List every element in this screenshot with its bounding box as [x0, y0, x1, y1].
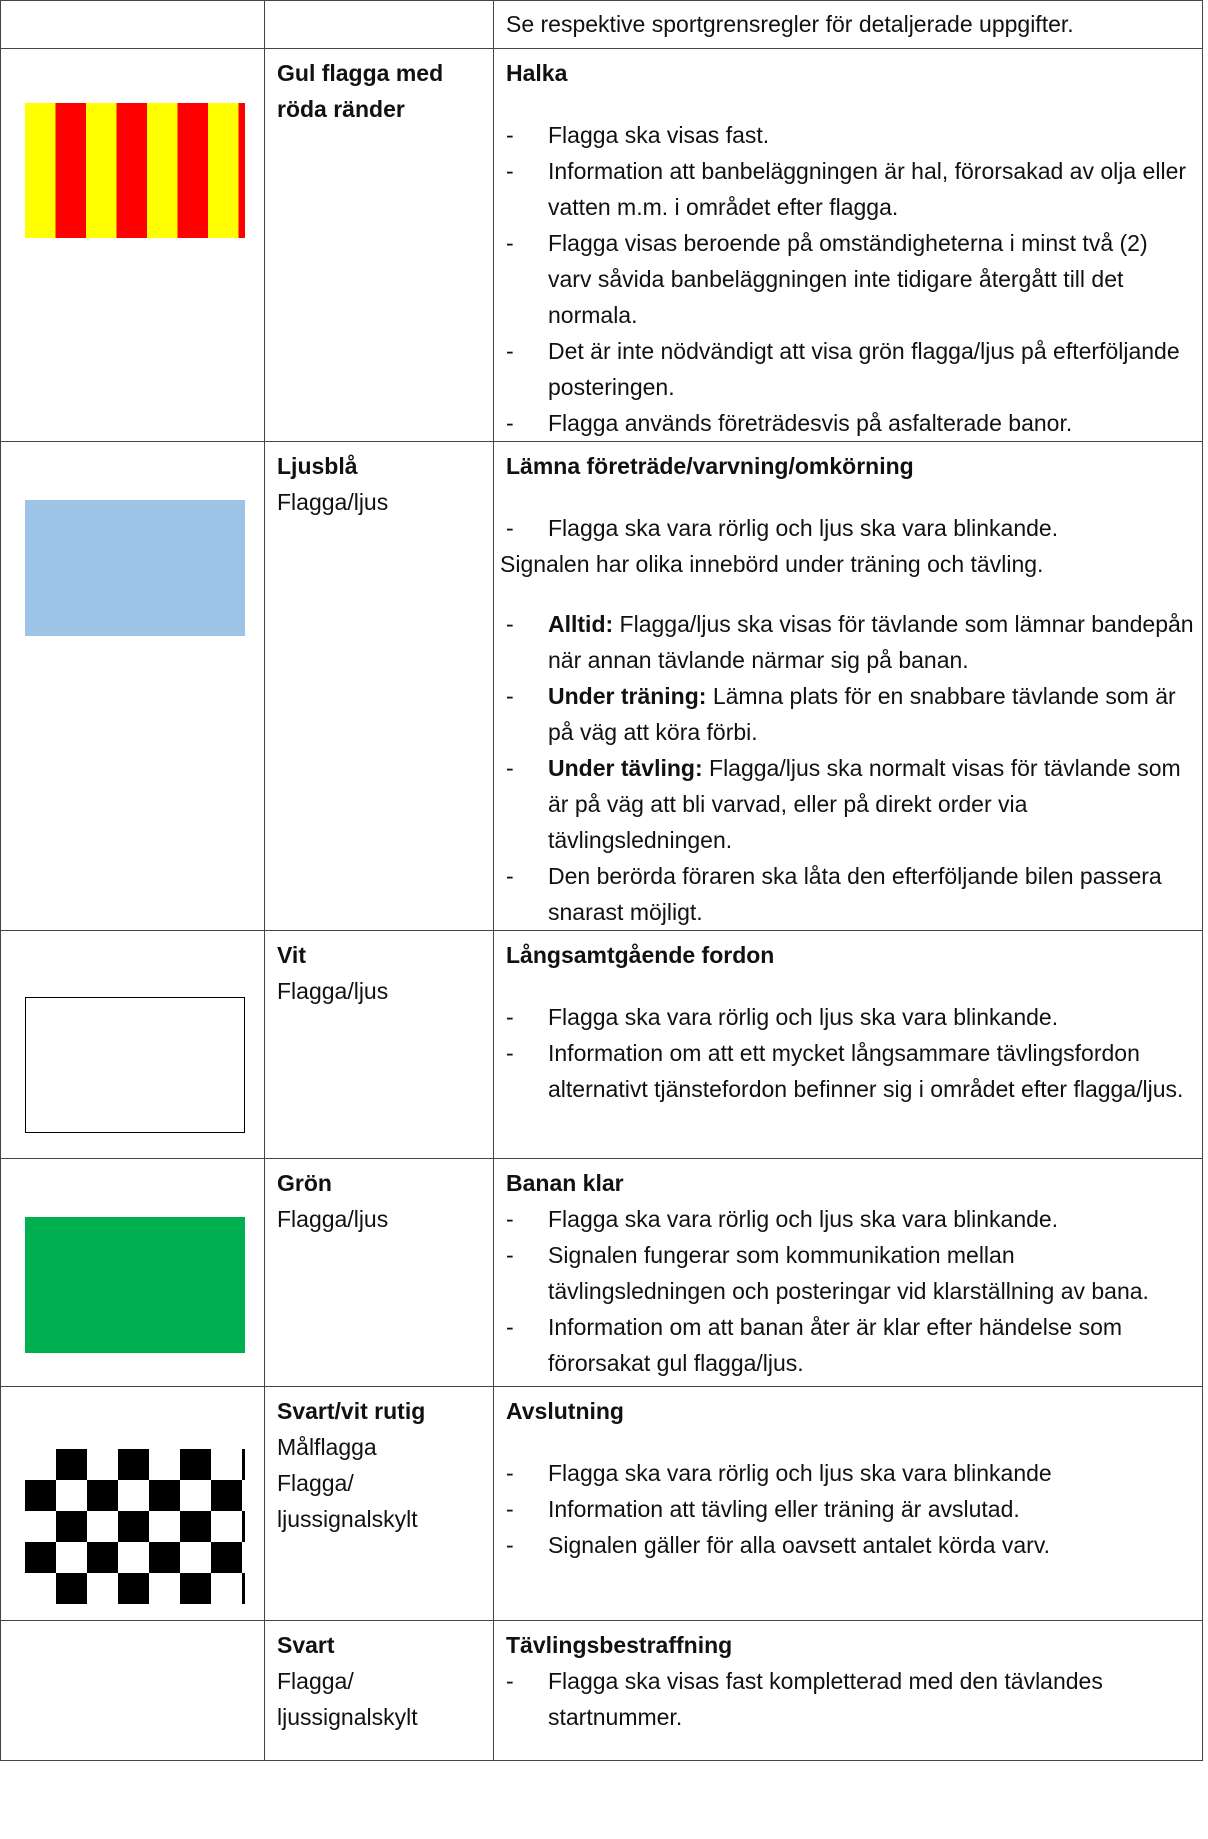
green-flag-icon — [25, 1217, 245, 1353]
list-item — [506, 678, 1194, 750]
list-item: - Flagga ska vara rörlig och ljus ska vara blinkande. — [506, 1201, 1194, 1237]
list-item — [506, 750, 1194, 858]
flag-name: Svart/vit rutig — [277, 1398, 426, 1424]
table-row — [1, 49, 1203, 442]
list-item: - Flagga ska vara rörlig och ljus ska vara blinkande. — [506, 999, 1194, 1035]
description-title: Långsamtgående fordon — [506, 942, 775, 968]
list-item: - Information om att banan åter är klar efter händelse som förorsakat gul flagga/ljus. — [506, 1309, 1194, 1381]
item-text: Den berörda föraren ska låta den efterföljande bilen passera snarast möjligt. — [548, 863, 1162, 925]
description-title: Halka — [506, 60, 568, 86]
flag-name: Grön — [277, 1170, 332, 1196]
flag-subname-line: ljussignalskylt — [277, 1506, 418, 1532]
lead-paragraph: Signalen har olika innebörd under träning och tävling. — [500, 551, 1044, 577]
flag-subname-line: ljussignalskylt — [277, 1704, 418, 1730]
flag-cell — [1, 49, 265, 442]
item-label: Under träning: — [548, 683, 707, 709]
checkered-flag-icon — [25, 1449, 245, 1604]
list-item: - Flagga används företrädesvis på asfalterade banor. — [506, 405, 1194, 441]
list-item: - Flagga ska visas fast. — [506, 117, 1194, 153]
flag-cell-empty — [1, 1, 265, 49]
flag-name-cell — [265, 49, 494, 442]
flag-name: Vit — [277, 942, 306, 968]
description-cell — [494, 1387, 1203, 1621]
item-label: Alltid: — [548, 611, 614, 637]
lead-item: - Flagga ska vara rörlig och ljus ska vara blinkande. — [506, 515, 1059, 541]
table-row — [1, 1621, 1203, 1761]
flag-cell — [1, 931, 265, 1159]
description-list — [506, 1201, 1194, 1381]
list-item: - Information att tävling eller träning är avslutad. — [506, 1491, 1194, 1527]
flag-subname: Flagga/ljus — [277, 489, 389, 515]
list-item: - Signalen gäller för alla oavsett antalet körda varv. — [506, 1527, 1194, 1563]
white-flag-icon — [25, 997, 245, 1133]
table-row — [1, 1159, 1203, 1387]
intro-text: Se respektive sportgrensregler för detaljerade uppgifter. — [494, 1, 1203, 49]
description-list — [506, 117, 1194, 441]
description-cell — [494, 1621, 1203, 1761]
description-title: Tävlingsbestraffning — [506, 1632, 733, 1658]
flag-name: Ljusblå — [277, 453, 358, 479]
flag-name-cell — [265, 1159, 494, 1387]
table-row — [1, 442, 1203, 931]
list-item: - Signalen fungerar som kommunikation mellan tävlingsledningen och posteringar vid klarställning av bana. — [506, 1237, 1194, 1309]
list-item: - Det är inte nödvändigt att visa grön flagga/ljus på efterföljande posteringen. — [506, 333, 1194, 405]
flag-name: Gul flagga med röda ränder — [277, 60, 444, 122]
description-list — [506, 1455, 1194, 1563]
table-row — [1, 1387, 1203, 1621]
description-cell — [494, 1159, 1203, 1387]
flag-name-cell — [265, 1621, 494, 1761]
item-label: Under tävling: — [548, 755, 703, 781]
description-list — [506, 1663, 1194, 1735]
name-cell-empty — [265, 1, 494, 49]
list-item: - Flagga ska visas fast kompletterad med den tävlandes startnummer. — [506, 1663, 1194, 1735]
lead-item-text: Flagga ska vara rörlig och ljus ska vara blinkande. — [548, 515, 1059, 541]
list-item: - Information om att ett mycket långsammare tävlingsfordon alternativt tjänstefordon befinner sig i området efter flagga/ljus. — [506, 1035, 1194, 1107]
flag-cell — [1, 1621, 265, 1761]
item-text: Flagga/ljus ska normalt visas för tävlande som är på väg att bli varvad, eller på direkt order via tävlingsledningen. — [548, 755, 1181, 853]
yellow-red-striped-flag-icon — [25, 103, 245, 238]
description-title: Avslutning — [506, 1398, 624, 1424]
description-cell — [494, 49, 1203, 442]
table-row — [1, 1, 1203, 49]
flag-subname-line: Flagga/ — [277, 1668, 354, 1694]
description-cell — [494, 931, 1203, 1159]
flag-cell — [1, 1387, 265, 1621]
list-item — [506, 606, 1194, 678]
table-row — [1, 931, 1203, 1159]
flag-subname-line: Målflagga — [277, 1434, 377, 1460]
flag-subname-line: Flagga/ — [277, 1470, 354, 1496]
list-item: - Information att banbeläggningen är hal, förorsakad av olja eller vatten m.m. i området efter flagga. — [506, 153, 1194, 225]
flag-subname: Flagga/ljus — [277, 978, 389, 1004]
flag-cell — [1, 1159, 265, 1387]
list-item — [506, 858, 1194, 930]
description-title: Banan klar — [506, 1170, 624, 1196]
flag-name-cell — [265, 1387, 494, 1621]
light-blue-flag-icon — [25, 500, 245, 636]
description-title: Lämna företräde/varvning/omkörning — [506, 453, 914, 479]
flag-name: Svart — [277, 1632, 335, 1658]
flag-name-cell — [265, 442, 494, 931]
list-item: - Flagga visas beroende på omständigheterna i minst två (2) varv såvida banbeläggningen inte tidigare återgått till det normala. — [506, 225, 1194, 333]
item-text: Flagga/ljus ska visas för tävlande som lämnar bandepån när annan tävlande närmar sig på banan. — [548, 611, 1194, 673]
description-cell — [494, 442, 1203, 931]
item-text: Lämna plats för en snabbare tävlande som är på väg att köra förbi. — [548, 683, 1176, 745]
description-list — [506, 999, 1194, 1107]
flag-name-cell — [265, 931, 494, 1159]
description-list — [506, 606, 1194, 930]
list-item: - Flagga ska vara rörlig och ljus ska vara blinkande — [506, 1455, 1194, 1491]
flag-subname: Flagga/ljus — [277, 1206, 389, 1232]
flag-cell — [1, 442, 265, 931]
